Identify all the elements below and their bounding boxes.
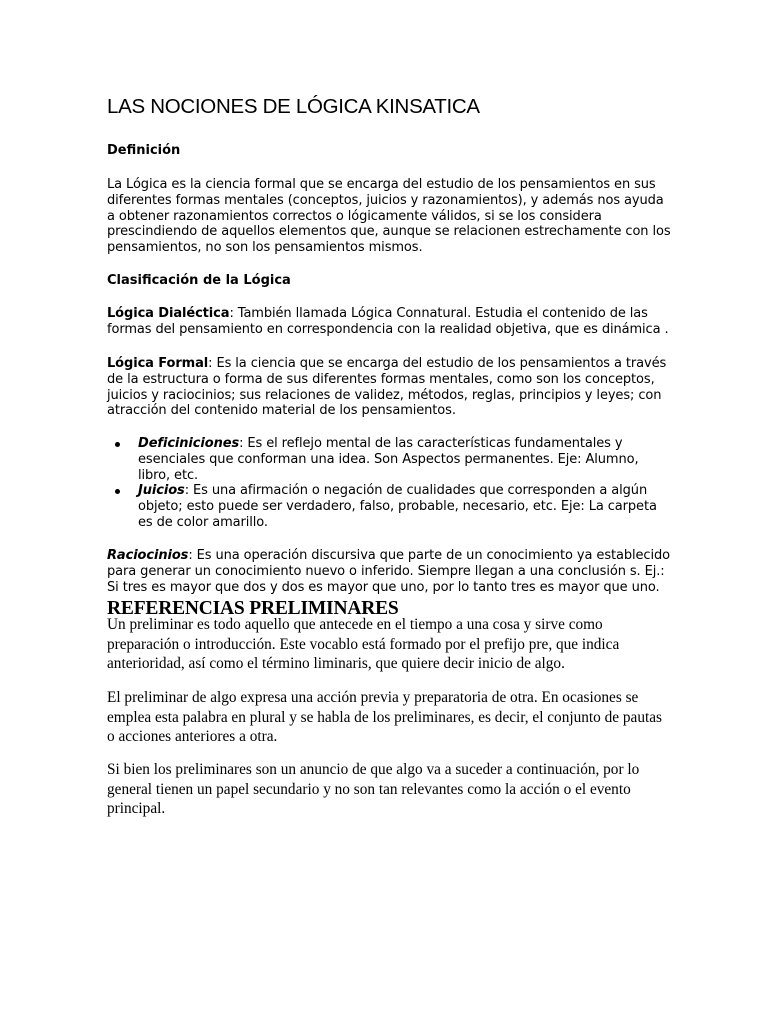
text-line: Si tres es mayor que dos y dos es mayor que uno, por lo tanto tres es mayor que uno. (107, 579, 660, 595)
text-line: : Es una afirmación o negación de cualidades que corresponden a algún (184, 483, 648, 499)
dialectica-paragraph (107, 306, 669, 338)
text-line: : Es una operación discursiva que parte de un conocimiento ya establecido (188, 548, 670, 563)
term-formal: Lógica Formal (107, 356, 209, 371)
term-dialectica: Lógica Dialéctica (107, 306, 230, 321)
text-line: formas del pensamiento en correspondencia con la realidad objetiva, que es dinámica . (107, 321, 669, 337)
bullet-list (115, 436, 655, 531)
text-line: pensamientos, no son los pensamientos mismos. (107, 240, 423, 256)
section-heading-referencias: REFERENCIAS PRELIMINARES (107, 598, 399, 619)
text-line: Un preliminar es todo aquello que antecede en el tiempo a una cosa y sirve como (107, 616, 603, 633)
bullet-icon (115, 489, 120, 494)
text-line: para generar un conocimiento nuevo o inferido. Siempre llegan a una conclusión s. Ej.: (107, 563, 665, 579)
text-line: general tienen un papel secundario y no son tan relevantes como la acción o el evento (107, 780, 631, 798)
formal-paragraph (107, 356, 667, 419)
text-line: : Es el reflejo mental de las características fundamentales y (239, 436, 623, 451)
text-line: Si bien los preliminares son un anuncio de que algo va a suceder a continuación, por lo (107, 761, 640, 778)
list-item (115, 436, 655, 483)
term-juicios: Juicios (138, 483, 185, 499)
text-line: de la estructura o forma de sus diferentes formas mentales, como son los conceptos, (107, 371, 655, 387)
text-line: esenciales que conforman una idea. Son Aspectos permanentes. Eje: Alumno, (138, 451, 639, 467)
text-line: libro, etc. (138, 467, 199, 483)
term-deficiniciones: Deficiniciones (138, 436, 240, 451)
raciocinios-paragraph (107, 548, 670, 595)
bullet-icon (115, 442, 120, 447)
list-item (115, 483, 655, 530)
text-line: prescindiendo de aquellos elementos que, aunque se relacionen estrechamente con los (107, 224, 671, 240)
term-raciocinios: Raciocinios (107, 548, 189, 563)
text-line: anterioridad, así como el término liminaris, que quiere decir inicio de algo. (107, 655, 565, 673)
section-heading-definicion: Definición (107, 143, 181, 158)
text-line: : También llamada Lógica Connatural. Estudia el contenido de las (229, 306, 648, 321)
section-heading-clasificacion: Clasificación de la Lógica (107, 273, 291, 288)
text-line: a obtener razonamientos correctos o lógicamente válidos, si se los considera (107, 208, 602, 224)
text-line: preparación o introducción. Este vocablo está formado por el prefijo pre, que indica (107, 635, 620, 653)
text-line: La Lógica es la ciencia formal que se encarga del estudio de los pensamientos en sus (107, 177, 656, 192)
text-line: objeto; esto puede ser verdadero, falso, probable, necesario, etc. Eje: La carpeta (138, 499, 657, 515)
referencias-paragraph-1 (107, 615, 667, 674)
text-line: atracción del contenido material de los pensamientos. (107, 403, 456, 419)
referencias-paragraph-3 (107, 760, 667, 819)
definicion-paragraph (107, 177, 671, 256)
text-line: o acciones anteriores a otra. (107, 728, 278, 746)
page-title: LAS NOCIONES DE LÓGICA KINSATICA (107, 95, 480, 118)
referencias-paragraph-2 (107, 688, 667, 747)
text-line: emplea esta palabra en plural y se habla de los preliminares, es decir, el conjunto de pautas (107, 708, 662, 726)
text-line: es de color amarillo. (138, 514, 268, 530)
text-line: : Es la ciencia que se encarga del estudio de los pensamientos a través (208, 356, 667, 371)
text-line: principal. (107, 800, 166, 818)
text-line: diferentes formas mentales (conceptos, juicios y razonamientos), y además nos ayuda (107, 192, 664, 208)
text-line: juicios y raciocinios; sus relaciones de validez, métodos, reglas, principios y leyes; con (107, 387, 662, 403)
text-line: El preliminar de algo expresa una acción previa y preparatoria de otra. En ocasiones se (107, 689, 639, 706)
